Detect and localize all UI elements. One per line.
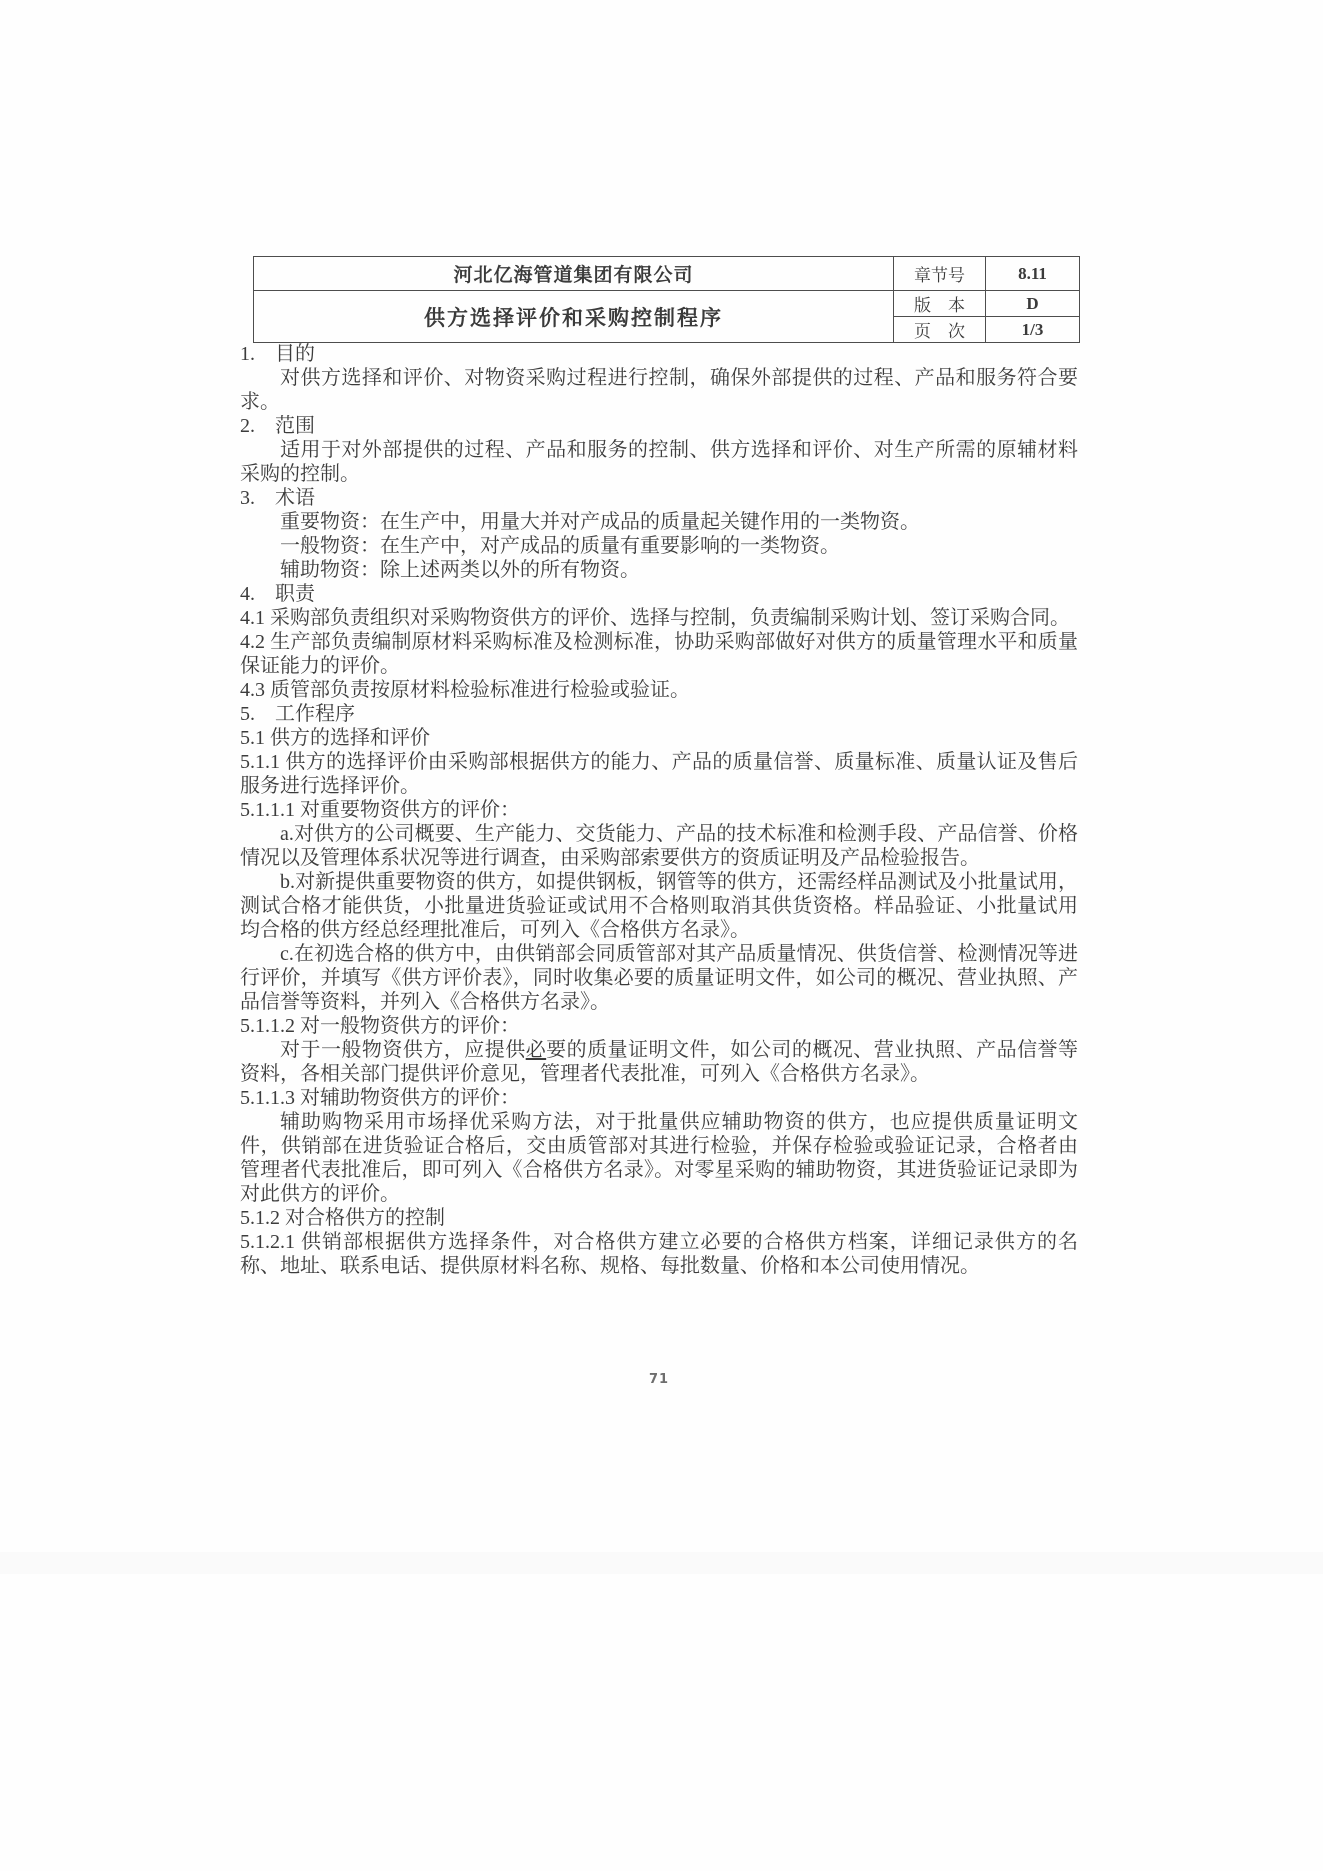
chapter-number-value: 8.11 — [986, 257, 1080, 291]
paragraph: 辅助物资：除上述两类以外的所有物资。 — [280, 559, 640, 581]
section-heading: 1. 目的 — [240, 343, 315, 365]
text-segment: 对于一般物资供方，应提供 — [280, 1039, 526, 1061]
page-index-value: 1/3 — [986, 317, 1080, 343]
paragraph: 4.3 质管部负责按原材料检验标准进行检验或验证。 — [240, 679, 690, 701]
paragraph: 5.1.1.1 对重要物资供方的评价： — [240, 799, 520, 821]
page-number: 71 — [648, 1372, 670, 1387]
text-segment: 要的质量证明文件，如公司的概况、营业执照、产品信誉等资料，各相关部门提供评价意见，管理者代表批准，可列入《合格供方名录》。 — [240, 1039, 1079, 1085]
version-value: D — [986, 291, 1080, 317]
company-name: 河北亿海管道集团有限公司 — [254, 257, 894, 291]
version-label: 版 本 — [894, 291, 986, 317]
chapter-number-label: 章节号 — [894, 257, 986, 291]
paragraph: 5.1.2.1 供销部根据供方选择条件，对合格供方建立必要的合格供方档案，详细记录供方的名称、地址、联系电话、提供原材料名称、规格、每批数量、价格和本公司使用情况。 — [240, 1231, 1078, 1277]
paragraph: 重要物资：在生产中，用量大并对产成品的质量起关键作用的一类物资。 — [280, 511, 920, 533]
document-title: 供方选择评价和采购控制程序 — [254, 291, 894, 343]
paragraph: 5.1.1.2 对一般物资供方的评价： — [240, 1015, 520, 1037]
paragraph: 适用于对外部提供的过程、产品和服务的控制、供方选择和评价、对生产所需的原辅材料采购的控制。 — [240, 439, 1078, 485]
document-header-table — [253, 256, 1080, 343]
paragraph: 5.1.2 对合格供方的控制 — [240, 1207, 445, 1229]
paragraph: 一般物资：在生产中，对产成品的质量有重要影响的一类物资。 — [280, 535, 840, 557]
paragraph: 4.1 采购部负责组织对采购物资供方的评价、选择与控制，负责编制采购计划、签订采购合同。 — [240, 607, 1070, 629]
scan-artifact-band — [0, 1552, 1323, 1574]
section-heading: 3. 术语 — [240, 487, 315, 509]
section-heading: 2. 范围 — [240, 415, 315, 437]
paragraph: 5.1.1.3 对辅助物资供方的评价： — [240, 1087, 520, 1109]
section-heading: 5. 工作程序 — [240, 703, 355, 725]
paragraph: 对供方选择和评价、对物资采购过程进行控制，确保外部提供的过程、产品和服务符合要求。 — [240, 367, 1078, 413]
underlined-text: 必 — [525, 1039, 547, 1061]
paragraph: a.对供方的公司概要、生产能力、交货能力、产品的技术标准和检测手段、产品信誉、价格情况以及管理体系状况等进行调查，由采购部索要供方的资质证明及产品检验报告。 — [240, 823, 1078, 869]
paragraph: 5.1 供方的选择和评价 — [240, 727, 430, 749]
paragraph: c.在初选合格的供方中，由供销部会同质管部对其产品质量情况、供货信誉、检测情况等进行评价，并填写《供方评价表》，同时收集必要的质量证明文件，如公司的概况、营业执照、产品信誉等资料，并列入《合格供方名录》。 — [240, 943, 1078, 1013]
document-body — [240, 342, 1078, 1278]
paragraph: b.对新提供重要物资的供方，如提供钢板，钢管等的供方，还需经样品测试及小批量试用，测试合格才能供货，小批量进货验证或试用不合格则取消其供货资格。样品验证、小批量试用均合格的供方经总经理批准后，可列入《合格供方名录》。 — [240, 871, 1078, 941]
paragraph: 4.2 生产部负责编制原材料采购标准及检测标准，协助采购部做好对供方的质量管理水平和质量保证能力的评价。 — [240, 631, 1078, 677]
paragraph: 5.1.1 供方的选择评价由采购部根据供方的能力、产品的质量信誉、质量标准、质量认证及售后服务进行选择评价。 — [240, 751, 1078, 797]
page-index-label: 页 次 — [894, 317, 986, 343]
paragraph — [240, 1038, 1078, 1086]
paragraph: 辅助购物采用市场择优采购方法，对于批量供应辅助物资的供方，也应提供质量证明文件，供销部在进货验证合格后，交由质管部对其进行检验，并保存检验或验证记录，合格者由管理者代表批准后，即可列入《合格供方名录》。对零星采购的辅助物资，其进货验证记录即为对此供方的评价。 — [240, 1111, 1078, 1205]
section-heading: 4. 职责 — [240, 583, 315, 605]
